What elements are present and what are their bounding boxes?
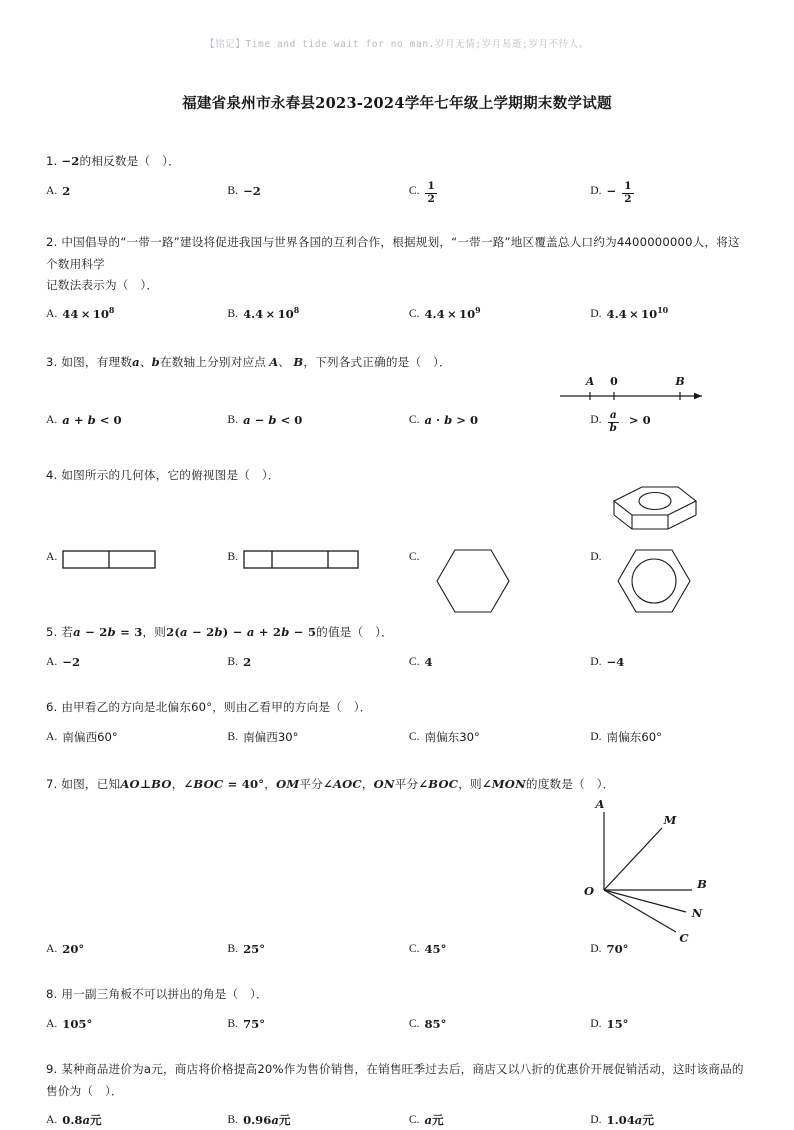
option-c-label: C.: [408, 941, 420, 955]
svg-text:A: A: [585, 374, 595, 388]
option-c[interactable]: [409, 728, 590, 747]
option-b[interactable]: [227, 411, 408, 435]
option-c-label: C.: [408, 654, 420, 668]
option-b[interactable]: [227, 940, 408, 959]
option-a-text: 南偏西60°: [62, 729, 118, 744]
question-2-options: [46, 305, 748, 324]
option-b-label: B.: [227, 1016, 239, 1030]
question-2-stem-line1: 2. 中国倡导的“一带一路”建设将促进我国与世界各国的互利合作，根据规划，“一带一路”地区覆盖总人口约为4400000000人，将这个数用科学: [46, 235, 740, 271]
option-c-label: C.: [408, 1016, 420, 1030]
option-d-label: D.: [590, 729, 602, 743]
option-d-text: > 0: [624, 413, 651, 428]
svg-text:M: M: [663, 813, 677, 828]
option-a[interactable]: [46, 182, 227, 206]
option-a-text: $44 \times 10^8$: [62, 306, 115, 322]
option-b-label: B.: [227, 413, 239, 427]
svg-text:N: N: [691, 906, 703, 921]
question-2-stem-line2: 记数法表示为（ ）．: [46, 277, 159, 292]
option-d[interactable]: [590, 548, 748, 567]
option-b-label: B.: [227, 550, 239, 564]
option-d-label: D.: [590, 413, 602, 427]
option-b-text: a − b < 0: [243, 413, 303, 428]
option-b[interactable]: [227, 1111, 408, 1130]
option-d[interactable]: [590, 305, 748, 324]
option-c[interactable]: [409, 653, 590, 672]
question-5-options: [46, 653, 748, 672]
question-5: [46, 622, 748, 671]
option-c-text: 4: [424, 654, 433, 669]
option-a-text: 0.8a元: [62, 1113, 102, 1128]
question-9-options: [46, 1111, 748, 1130]
option-b[interactable]: [227, 305, 408, 324]
question-6: [46, 697, 748, 746]
question-1-stem: 1. −2的相反数是（ ）．: [46, 154, 180, 168]
option-a-label: A.: [46, 184, 58, 198]
option-b-text: 25°: [243, 941, 265, 956]
option-b-shape-three-cell-rectangle: [243, 548, 359, 570]
question-4: [46, 465, 748, 570]
option-c-text: a · b > 0: [424, 413, 479, 428]
option-a-label: A.: [46, 307, 58, 321]
option-b[interactable]: [227, 728, 408, 747]
option-c-fraction: $\frac{1}{2}$: [427, 180, 435, 205]
option-c-label: C.: [408, 307, 420, 321]
option-d[interactable]: [590, 1015, 748, 1034]
figure-number-line: [552, 364, 712, 406]
option-d-fraction: $\frac{1}{2}$: [624, 180, 632, 205]
svg-text:B: B: [675, 374, 685, 388]
option-a-label: A.: [46, 654, 58, 668]
question-4-options: [46, 548, 748, 570]
svg-text:0: 0: [610, 374, 618, 388]
option-b-label: B.: [227, 1113, 239, 1127]
option-b-label: B.: [227, 184, 239, 198]
question-8-options: [46, 1015, 748, 1034]
svg-text:A: A: [595, 797, 605, 812]
option-c[interactable]: [409, 305, 590, 324]
option-d-fraction: $\frac{a}{b}$: [609, 409, 617, 434]
option-d-label: D.: [590, 1016, 602, 1030]
option-c-label: C.: [408, 729, 420, 743]
question-7-options: [46, 940, 748, 959]
option-c[interactable]: [409, 1111, 590, 1130]
option-a-text: 20°: [62, 941, 85, 956]
option-c-text: 85°: [424, 1016, 447, 1031]
question-3-stem: 3. 如图，有理数a、b在数轴上分别对应点 A、 B，下列各式正确的是（ ）．: [46, 354, 451, 369]
page-title: 福建省泉州市永春县2023-2024学年七年级上学期期末数学试题: [182, 95, 612, 112]
svg-text:B: B: [697, 877, 707, 892]
svg-text:C: C: [679, 931, 689, 946]
option-d[interactable]: [590, 1111, 748, 1130]
option-a[interactable]: [46, 305, 227, 324]
option-a-label: A.: [46, 1113, 58, 1127]
option-c-label: C.: [408, 1113, 420, 1127]
question-6-stem: 6. 由甲看乙的方向是北偏东60°，则由乙看甲的方向是（ ）．: [46, 700, 372, 715]
option-c-label: C.: [408, 550, 420, 564]
option-d-text: 1.04a元: [606, 1113, 654, 1128]
option-c[interactable]: [409, 940, 590, 959]
option-c-text: $4.4 \times 10^9$: [424, 306, 481, 322]
option-b[interactable]: [227, 653, 408, 672]
option-d-text: 70°: [606, 941, 629, 956]
option-d[interactable]: [590, 182, 748, 206]
option-d[interactable]: [590, 728, 748, 747]
option-b-text: 2: [243, 654, 252, 669]
question-7-stem: 7. 如图，已知AO⊥BO，∠BOC = 40°，OM平分∠AOC，ON平分∠BOC，则∠MON的度数是（ ）．: [46, 777, 615, 792]
option-b-label: B.: [227, 729, 239, 743]
option-a-text: 2: [62, 184, 71, 199]
option-c[interactable]: [409, 548, 590, 567]
svg-text:O: O: [583, 884, 595, 899]
option-a[interactable]: [46, 653, 227, 672]
question-9-stem: 9. 某种商品进价为a元，商店将价格提高20%作为售价销售，在销售旺季过去后，商店又以八折的优惠价开展促销活动，这时该商品的售价为（ ）．: [46, 1062, 744, 1098]
option-d-label: D.: [590, 654, 602, 668]
option-b-text: 75°: [243, 1016, 265, 1031]
option-c-label: C.: [408, 184, 420, 198]
question-6-options: [46, 728, 748, 747]
option-a-label: A.: [46, 941, 58, 955]
option-a-text: 105°: [62, 1016, 93, 1031]
option-a[interactable]: [46, 548, 227, 570]
page-watermark-header: 【铭记】Time and tide wait for no man.岁月无情;岁月易逝;岁月不待人。: [204, 39, 590, 50]
option-a[interactable]: [46, 728, 227, 747]
option-b-label: B.: [227, 654, 239, 668]
option-d-text: −4: [606, 654, 625, 669]
option-c-text: 南偏东30°: [424, 729, 480, 744]
question-5-stem: 5. 若a − 2b = 3，则2(a − 2b) − a + 2b − 5的值是（ ）．: [46, 625, 393, 640]
option-c[interactable]: [409, 1015, 590, 1034]
figure-hexagonal-nut-solid: [584, 483, 700, 545]
option-c-text: a元: [424, 1113, 444, 1128]
option-d-label: D.: [590, 550, 602, 564]
option-a-label: A.: [46, 729, 58, 743]
option-b-text: 0.96a元: [243, 1113, 291, 1128]
option-b[interactable]: [227, 548, 408, 570]
question-8-stem: 8. 用一副三角板不可以拼出的角是（ ）．: [46, 987, 268, 1002]
option-b-text: −2: [243, 184, 261, 199]
option-b-label: B.: [227, 307, 239, 321]
option-d-label: D.: [590, 184, 602, 198]
option-a[interactable]: [46, 1015, 227, 1034]
option-c-shape-hexagon: [435, 546, 511, 616]
option-d-label: D.: [590, 1113, 602, 1127]
option-d-label: D.: [590, 941, 602, 955]
question-8: [46, 984, 748, 1033]
option-a[interactable]: [46, 1111, 227, 1130]
option-a-label: A.: [46, 550, 58, 564]
option-d[interactable]: [590, 940, 748, 959]
question-1: [46, 151, 748, 206]
option-b[interactable]: [227, 182, 408, 206]
option-a[interactable]: [46, 940, 227, 959]
option-d-label: D.: [590, 307, 602, 321]
option-a-text: a + b < 0: [62, 413, 122, 428]
option-c[interactable]: [409, 182, 590, 206]
option-a-label: A.: [46, 413, 58, 427]
option-c-label: C.: [408, 413, 420, 427]
option-b-text: 南偏西30°: [243, 729, 299, 744]
option-d-text: 15°: [606, 1016, 629, 1031]
option-d-text: $4.4 \times 10^{10}$: [606, 306, 669, 322]
question-7: [46, 774, 748, 958]
option-d[interactable]: [590, 411, 748, 435]
question-9: [46, 1059, 748, 1129]
question-4-stem: 4. 如图所示的几何体，它的俯视图是（ ）．: [46, 468, 280, 483]
option-a-shape-two-cell-rectangle: [62, 548, 158, 570]
option-d-shape-hexagon-with-circle: [616, 546, 692, 616]
question-2: [46, 232, 748, 324]
option-a[interactable]: [46, 411, 227, 435]
option-d-text: −: [606, 184, 617, 199]
option-a-label: A.: [46, 1016, 58, 1030]
option-d[interactable]: [590, 653, 748, 672]
option-b-text: $4.4 \times 10^8$: [243, 306, 300, 322]
question-3: [46, 352, 748, 435]
question-1-options: [46, 182, 748, 206]
option-c[interactable]: [409, 411, 590, 435]
option-b-label: B.: [227, 941, 239, 955]
option-b[interactable]: [227, 1015, 408, 1034]
question-3-options: [46, 411, 748, 435]
option-a-text: −2: [62, 654, 81, 669]
option-c-text: 45°: [424, 941, 447, 956]
option-d-text: 南偏东60°: [606, 729, 662, 744]
figure-angle-rays-diagram: [578, 796, 718, 946]
